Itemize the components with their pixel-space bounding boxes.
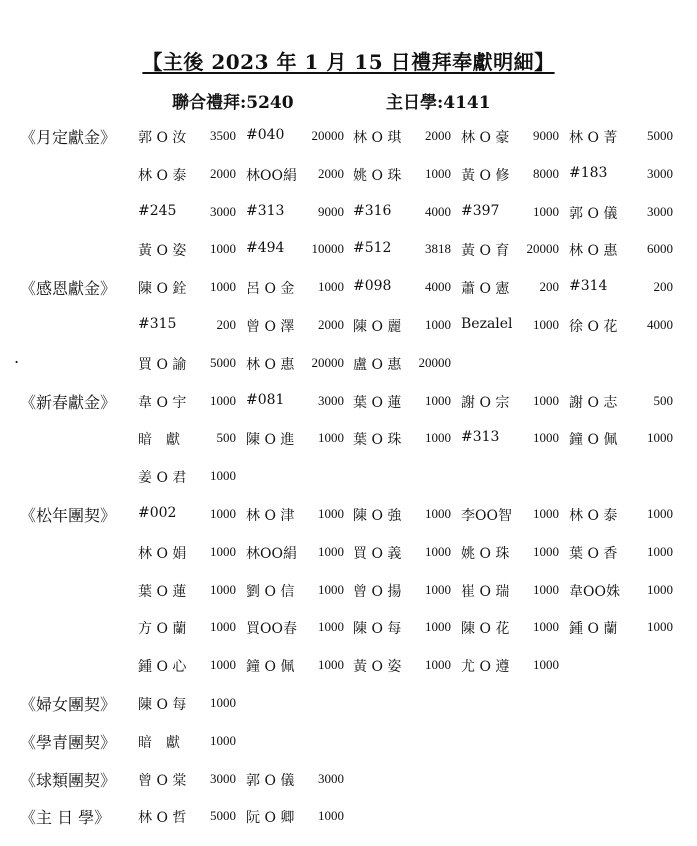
donation-entry (569, 240, 677, 266)
donor-name: 林 O 琪 (353, 130, 402, 146)
donation-amount: 20000 (311, 128, 344, 143)
donation-amount: 3000 (318, 770, 344, 786)
donation-entry (246, 429, 354, 455)
donation-entry (569, 203, 677, 229)
donation-entry (353, 278, 461, 304)
donation-entry (138, 618, 246, 644)
donor-name: 葉 O 蓮 (353, 394, 402, 411)
donation-amount: 3000 (210, 203, 236, 219)
donor-name: 陳 O 每 (138, 696, 187, 713)
category-label: 《松年團契》 (20, 505, 117, 525)
donor-name: 葉 O 香 (569, 545, 618, 562)
donor-name: 尤 O 遵 (461, 659, 510, 676)
donation-entry (353, 127, 461, 153)
donation-entry (138, 807, 246, 833)
donor-name: 黃 O 育 (461, 243, 510, 260)
donor-name: Bezalel (461, 315, 513, 332)
offering-row (0, 274, 697, 312)
offering-row (0, 425, 697, 463)
donation-amount: 1000 (210, 657, 236, 673)
donor-name: #315 (138, 315, 177, 332)
offering-row (0, 463, 697, 501)
donor-name: 方 O 蘭 (138, 621, 187, 638)
donation-amount: 3000 (318, 392, 344, 408)
donation-amount: 20000 (311, 354, 344, 370)
donation-amount: 1000 (210, 392, 236, 408)
donation-entry (461, 656, 569, 682)
entries-group (138, 240, 672, 270)
donation-entry (569, 392, 677, 418)
donor-name: 李OO智 (461, 507, 512, 524)
donation-amount: 1000 (318, 657, 344, 673)
donor-name: 阮 O 卿 (246, 810, 295, 827)
donor-name: 林 O 泰 (138, 167, 187, 184)
category-label: 《學青團契》 (20, 732, 117, 752)
donation-entry (353, 240, 461, 266)
donation-entry (461, 127, 569, 153)
donor-name: 謝 O 志 (569, 394, 618, 411)
donation-amount: 1000 (210, 241, 236, 257)
donor-name: 徐 O 花 (569, 318, 618, 335)
donation-entry (461, 543, 569, 569)
donor-name: #002 (138, 504, 177, 521)
donation-amount: 1000 (210, 732, 236, 748)
offering-row (0, 347, 697, 388)
donation-entry (138, 240, 246, 266)
entries-group (138, 505, 672, 535)
donor-name: 買 O 諭 (138, 356, 187, 373)
donation-amount: 1000 (533, 203, 559, 219)
donor-name: 陳 O 每 (353, 621, 402, 638)
donation-amount: 1000 (425, 657, 451, 673)
donation-amount: 4000 (647, 316, 673, 332)
donor-name: 劉 O 信 (246, 583, 295, 600)
donation-amount: 1000 (318, 430, 344, 446)
donation-entry (461, 505, 569, 531)
donation-amount: 9000 (533, 128, 559, 143)
donor-name: 郭 O 汝 (138, 130, 187, 146)
donation-amount: 1000 (425, 165, 451, 181)
donation-amount: 1000 (533, 392, 559, 408)
donor-name: 陳 O 進 (246, 432, 295, 449)
donation-entry (138, 770, 246, 796)
donation-entry (569, 543, 677, 569)
donation-entry (461, 278, 569, 304)
donation-entry (569, 429, 677, 455)
donation-entry (569, 618, 677, 644)
offering-row (0, 312, 697, 350)
donor-name: 呂 O 金 (246, 281, 295, 298)
donor-name: 曾 O 揚 (353, 583, 402, 600)
donor-name: 林 O 泰 (569, 507, 618, 524)
donor-name: 蕭 O 憲 (461, 281, 510, 298)
offering-row (0, 501, 697, 539)
donation-amount: 5000 (210, 808, 236, 824)
donor-name: 鐘 O 佩 (246, 659, 295, 676)
entries-group (138, 392, 672, 422)
donation-amount: 1000 (647, 505, 673, 521)
entries-group (138, 618, 672, 648)
donation-amount: 1000 (425, 316, 451, 332)
donation-entry (353, 656, 461, 682)
document-title (0, 46, 697, 75)
donation-entry (246, 392, 354, 418)
donation-amount: 1000 (533, 430, 559, 446)
offering-row (0, 614, 697, 652)
donation-amount: 1000 (318, 581, 344, 597)
offering-row (0, 539, 697, 577)
donation-entry (138, 467, 246, 493)
offering-row (0, 161, 697, 199)
offering-row (0, 652, 697, 690)
donor-name: #081 (246, 391, 285, 408)
donation-amount: 3500 (210, 128, 236, 143)
entries-group (138, 354, 672, 384)
donation-entry (461, 392, 569, 418)
offering-row (0, 123, 697, 161)
donation-entry (353, 165, 461, 191)
donor-name: 林 O 豪 (461, 130, 510, 146)
donor-name: 陳 O 麗 (353, 318, 402, 335)
donor-name: 盧 O 惠 (353, 356, 402, 373)
document-title-text: 【主後 2023 年 1 月 15 日禮拜奉獻明細】 (142, 50, 555, 74)
donor-name: 買 O 義 (353, 545, 402, 562)
donation-amount: 3000 (210, 770, 236, 786)
donor-name: 林 O 津 (246, 507, 295, 524)
category-label: 《主 日 學》 (20, 808, 111, 828)
donation-entry (569, 127, 677, 153)
donation-amount: 1000 (533, 657, 559, 673)
donor-name: #313 (246, 202, 285, 219)
stray-mark: . (14, 347, 20, 367)
donor-name: #316 (353, 202, 392, 219)
donor-name: 謝 O 宗 (461, 394, 510, 411)
donation-amount: 1000 (210, 694, 236, 710)
donation-entry (569, 278, 677, 304)
donation-entry (569, 316, 677, 342)
category-label: 《新春獻金》 (20, 392, 117, 412)
donation-entry (138, 316, 246, 342)
donation-entry (246, 203, 354, 229)
sunday-school-attendance-total: 主日學:4141 (386, 93, 491, 113)
donor-name: 林 O 菁 (569, 130, 618, 146)
donation-amount: 3818 (425, 241, 451, 257)
entries-group (138, 732, 672, 762)
entries-group (138, 770, 672, 800)
donor-name: 林OO絹 (246, 545, 297, 562)
donation-amount: 1000 (533, 505, 559, 521)
donation-amount: 1000 (425, 581, 451, 597)
donation-amount: 2000 (318, 316, 344, 332)
donation-entry (353, 316, 461, 342)
donation-amount: 2000 (318, 165, 344, 181)
donation-amount: 1000 (647, 581, 673, 597)
donation-amount: 500 (216, 430, 236, 446)
donation-amount: 1000 (210, 505, 236, 521)
donor-name: 葉 O 珠 (353, 432, 402, 449)
donor-name: #494 (246, 240, 285, 257)
donation-entry (246, 656, 354, 682)
offering-row (0, 690, 697, 728)
donor-name: #313 (461, 429, 500, 446)
category-label: 《婦女團契》 (20, 694, 117, 714)
worship-attendance-total: 聯合禮拜:5240 (172, 93, 294, 113)
entries-group (138, 127, 672, 157)
donation-entry (246, 354, 354, 380)
donor-name: 鍾 O 蘭 (569, 621, 618, 638)
donation-entry (138, 278, 246, 304)
donor-name: 曾 O 澤 (246, 318, 295, 335)
donation-amount: 1000 (210, 468, 236, 484)
donation-amount: 1000 (533, 581, 559, 597)
donation-entry (138, 581, 246, 607)
donation-entry (246, 770, 354, 796)
donation-amount: 1000 (318, 505, 344, 521)
donor-name: 林 O 哲 (138, 810, 187, 827)
donor-name: 韋OO姝 (569, 583, 620, 600)
donor-name: #183 (569, 164, 608, 181)
entries-group (138, 278, 672, 308)
donation-entry (353, 392, 461, 418)
entries-group (138, 543, 672, 573)
donation-amount: 8000 (533, 165, 559, 181)
entries-group (138, 429, 672, 459)
entries-group (138, 316, 672, 346)
category-label: 《感恩獻金》 (20, 279, 117, 299)
donor-name: 姜 O 君 (138, 470, 187, 487)
donation-entry (353, 581, 461, 607)
offering-row (0, 728, 697, 766)
donor-name: #040 (246, 127, 285, 143)
donation-amount: 1000 (533, 543, 559, 559)
donation-entry (138, 656, 246, 682)
donation-amount: 3000 (647, 165, 673, 181)
donation-amount: 500 (653, 392, 673, 408)
donation-entry (353, 618, 461, 644)
donation-entry (569, 505, 677, 531)
donation-amount: 200 (539, 279, 559, 295)
donation-amount: 1000 (647, 430, 673, 446)
donor-name: 陳 O 銓 (138, 281, 187, 298)
donation-amount: 1000 (647, 619, 673, 635)
donation-amount: 5000 (647, 128, 673, 143)
donor-name: 崔 O 瑞 (461, 583, 510, 600)
donation-entry (461, 203, 569, 229)
donor-name: #397 (461, 202, 500, 219)
donation-entry (138, 354, 246, 380)
entries-group (138, 694, 672, 724)
entries-group (138, 165, 672, 195)
donation-amount: 3000 (647, 203, 673, 219)
donation-entry (461, 316, 569, 342)
entries-group (138, 203, 672, 233)
donation-amount: 10000 (311, 241, 344, 257)
donor-name: #245 (138, 202, 177, 219)
donation-amount: 1000 (210, 543, 236, 559)
donation-entry (138, 694, 246, 720)
donor-name: 林 O 惠 (569, 243, 618, 260)
donation-amount: 1000 (318, 619, 344, 635)
donor-name: 暗 獻 (138, 734, 180, 751)
donation-entry (138, 505, 246, 531)
donation-amount: 5000 (210, 354, 236, 370)
offering-row (0, 803, 697, 841)
donor-name: #098 (353, 278, 392, 295)
donor-name: #512 (353, 240, 392, 257)
donation-amount: 20000 (526, 241, 559, 257)
donor-name: 林OO絹 (246, 167, 297, 184)
donation-entry (138, 165, 246, 191)
donation-amount: 4000 (425, 203, 451, 219)
category-label: 《月定獻金》 (20, 128, 117, 147)
donation-amount: 200 (216, 316, 236, 332)
offering-row (0, 199, 697, 237)
donation-amount: 4000 (425, 279, 451, 295)
donation-entry (461, 165, 569, 191)
donor-name: 林 O 娟 (138, 545, 187, 562)
donation-entry (138, 203, 246, 229)
donation-entry (461, 429, 569, 455)
offering-row (0, 577, 697, 615)
donation-amount: 9000 (318, 203, 344, 219)
donation-amount: 20000 (418, 354, 451, 370)
donor-name: 陳 O 強 (353, 507, 402, 524)
donation-entry (246, 618, 354, 644)
donation-amount: 2000 (210, 165, 236, 181)
donation-entry (246, 165, 354, 191)
entries-group (138, 807, 672, 837)
donor-name: 暗 獻 (138, 432, 180, 449)
donation-entry (246, 127, 354, 153)
donation-entry (353, 354, 461, 380)
donation-amount: 1000 (425, 505, 451, 521)
donation-amount: 1000 (425, 430, 451, 446)
donor-name: 林 O 惠 (246, 356, 295, 373)
donor-name: 買OO春 (246, 621, 297, 638)
donor-name: 曾 O 棠 (138, 772, 187, 789)
offering-row (0, 236, 697, 274)
offering-list (0, 123, 697, 841)
donation-amount: 1000 (318, 543, 344, 559)
donation-amount: 1000 (318, 279, 344, 295)
donor-name: 韋 O 宇 (138, 394, 187, 411)
donation-amount: 1000 (318, 808, 344, 824)
donation-amount: 2000 (425, 128, 451, 143)
donor-name: 葉 O 蓮 (138, 583, 187, 600)
donation-entry (246, 240, 354, 266)
offering-row (0, 766, 697, 804)
donation-amount: 1000 (425, 619, 451, 635)
donation-entry (246, 807, 354, 833)
donor-name: 郭 O 儀 (246, 772, 295, 789)
donation-entry (246, 278, 354, 304)
category-label: 《球類團契》 (20, 770, 117, 790)
donation-amount: 1000 (425, 392, 451, 408)
donation-amount: 1000 (210, 279, 236, 295)
donor-name: 陳 O 花 (461, 621, 510, 638)
donor-name: 姚 O 珠 (353, 167, 402, 184)
donation-entry (138, 392, 246, 418)
donation-entry (138, 543, 246, 569)
donor-name: 鍾 O 心 (138, 659, 187, 676)
donation-entry (461, 581, 569, 607)
donation-entry (353, 505, 461, 531)
donation-amount: 200 (653, 279, 673, 295)
donation-amount: 1000 (425, 543, 451, 559)
donation-entry (353, 203, 461, 229)
donation-entry (461, 618, 569, 644)
donor-name: 鐘 O 佩 (569, 432, 618, 449)
donor-name: 黃 O 姿 (138, 243, 187, 260)
donation-entry (353, 543, 461, 569)
donation-entry (246, 316, 354, 342)
donation-entry (246, 505, 354, 531)
donation-entry (569, 165, 677, 191)
donation-entry (246, 581, 354, 607)
entries-group (138, 467, 672, 497)
donation-entry (569, 581, 677, 607)
donation-amount: 1000 (533, 619, 559, 635)
donor-name: 黃 O 姿 (353, 659, 402, 676)
donor-name: #314 (569, 278, 608, 295)
donation-entry (138, 732, 246, 758)
entries-group (138, 656, 672, 686)
donation-amount: 1000 (210, 619, 236, 635)
donor-name: 郭 O 儀 (569, 205, 618, 222)
donor-name: 姚 O 珠 (461, 545, 510, 562)
donation-entry (138, 429, 246, 455)
donation-amount: 1000 (533, 316, 559, 332)
entries-group (138, 581, 672, 611)
donation-amount: 1000 (210, 581, 236, 597)
donation-amount: 1000 (647, 543, 673, 559)
donation-amount: 6000 (647, 241, 673, 257)
donation-entry (461, 240, 569, 266)
donation-entry (246, 543, 354, 569)
donation-entry (138, 127, 246, 153)
donor-name: 黃 O 修 (461, 167, 510, 184)
offering-row (0, 388, 697, 426)
donation-entry (353, 429, 461, 455)
